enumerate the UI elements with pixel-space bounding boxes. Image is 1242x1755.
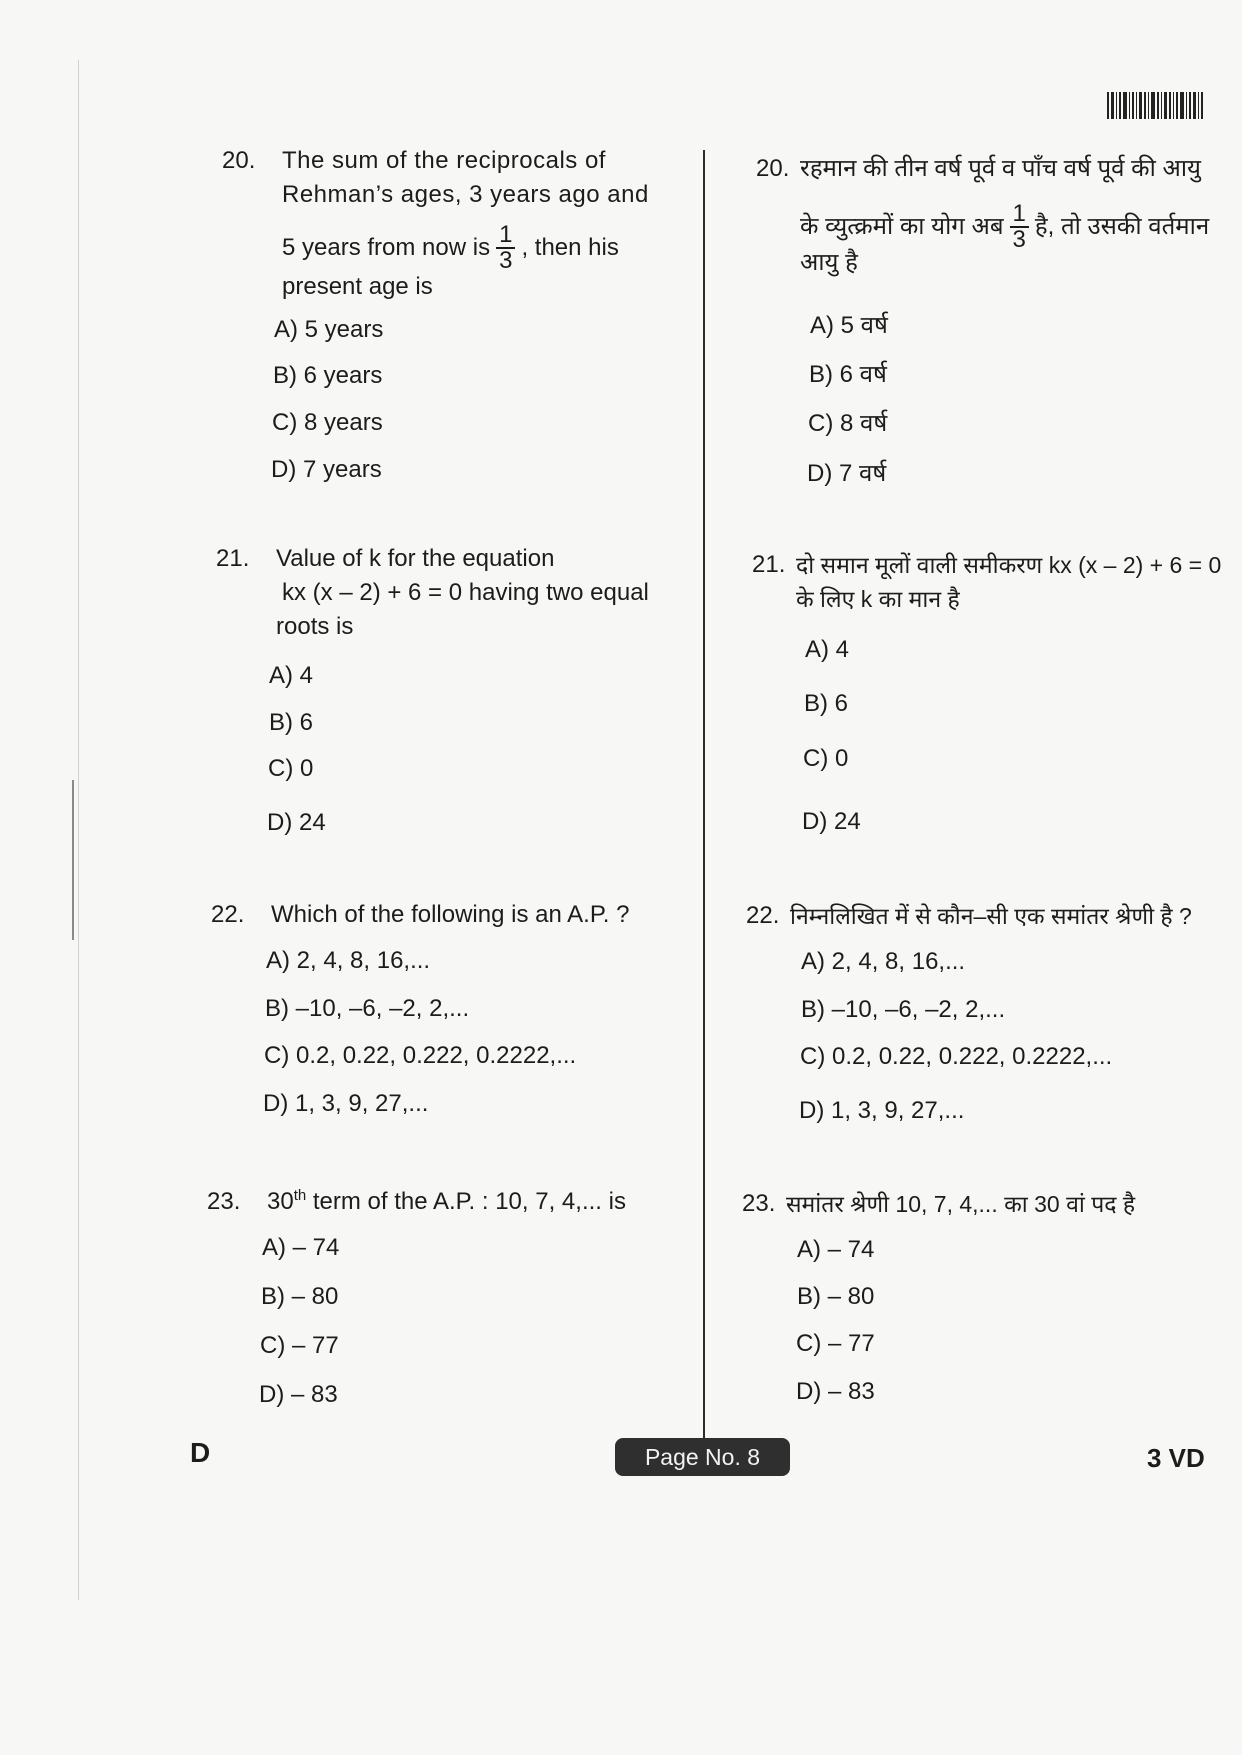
- option-d: D) 24: [267, 809, 326, 836]
- question-line: के लिए k का मान है: [796, 586, 960, 612]
- fraction-numerator: 1: [1010, 202, 1029, 228]
- question-number: 23.: [207, 1188, 241, 1215]
- question-line: आयु है: [800, 249, 858, 276]
- question-text: [282, 144, 649, 212]
- question-number: 23.: [742, 1190, 776, 1217]
- barcode-icon: [1107, 92, 1223, 119]
- option-a: A) – 74: [262, 1234, 340, 1261]
- fraction-numerator: 1: [496, 223, 515, 249]
- option-b: B) 6: [804, 690, 849, 717]
- question-text: [276, 542, 649, 644]
- question-number: 20.: [756, 155, 790, 182]
- question-text: [800, 152, 1201, 186]
- option-d: D) 7 years: [271, 456, 382, 483]
- option-a: A) – 74: [797, 1236, 875, 1263]
- question-text: [800, 246, 858, 280]
- option-c: C) 0.2, 0.22, 0.222, 0.2222,...: [264, 1042, 577, 1069]
- option-b: B) – 80: [261, 1283, 339, 1310]
- question-text: [271, 898, 629, 932]
- option-d: D) 1, 3, 9, 27,...: [799, 1097, 965, 1124]
- option-c: C) 0: [803, 745, 849, 772]
- option-b: B) 6 वर्ष: [809, 361, 887, 388]
- page-number-badge: Page No. 8: [615, 1438, 790, 1476]
- fraction: [1010, 202, 1029, 252]
- option-d: D) 24: [802, 808, 861, 835]
- option-c: C) 0.2, 0.22, 0.222, 0.2222,...: [800, 1043, 1113, 1070]
- question-text: [267, 1185, 626, 1219]
- ordinal-suffix: th: [293, 1187, 307, 1204]
- option-b: B) – 80: [797, 1283, 875, 1310]
- option-b: B) 6 years: [273, 362, 383, 389]
- fraction-denominator: 3: [1012, 226, 1026, 253]
- ordinal-number: 30: [267, 1188, 294, 1215]
- booklet-series: D: [190, 1437, 211, 1468]
- option-d: D) – 83: [796, 1378, 875, 1405]
- question-line: Rehman’s ages, 3 years ago and: [282, 181, 649, 208]
- option-a: A) 2, 4, 8, 16,...: [266, 947, 431, 974]
- question-number: 21.: [216, 545, 250, 572]
- fraction: [496, 223, 515, 273]
- fraction-denominator: 3: [499, 247, 513, 274]
- option-a: A) 5 years: [274, 316, 384, 343]
- question-text: [800, 202, 1209, 252]
- question-number: 21.: [752, 551, 786, 578]
- question-line: दो समान मूलों वाली समीकरण kx (x – 2) + 6 = 0: [796, 552, 1222, 578]
- option-b: B) –10, –6, –2, 2,...: [265, 995, 470, 1022]
- question-line: के व्युत्क्रमों का योग अब: [800, 213, 1004, 240]
- question-line: present age is: [282, 273, 433, 300]
- question-line: roots is: [276, 613, 354, 640]
- question-number: 20.: [222, 147, 256, 174]
- option-b: B) –10, –6, –2, 2,...: [801, 996, 1006, 1023]
- option-a: A) 4: [269, 662, 314, 689]
- option-d: D) – 83: [259, 1381, 338, 1408]
- question-line-rest: term of the A.P. : 10, 7, 4,... is: [306, 1188, 626, 1215]
- option-d: D) 1, 3, 9, 27,...: [263, 1090, 429, 1117]
- question-line: है, तो उसकी वर्तमान: [1034, 213, 1210, 240]
- question-text: [790, 899, 1192, 933]
- option-c: C) – 77: [796, 1330, 875, 1357]
- option-a: A) 5 वर्ष: [810, 312, 888, 339]
- question-text: [786, 1187, 1135, 1221]
- question-line: kx (x – 2) + 6 = 0 having two equal: [282, 579, 649, 606]
- option-a: A) 2, 4, 8, 16,...: [801, 948, 966, 975]
- question-line: समांतर श्रेणी 10, 7, 4,... का 30 वां पद है: [786, 1191, 1136, 1217]
- question-line: The sum of the reciprocals of: [282, 147, 606, 174]
- question-text: [796, 548, 1221, 616]
- option-c: C) 8 वर्ष: [808, 410, 888, 437]
- option-c: C) 0: [268, 755, 314, 782]
- question-number: 22.: [746, 902, 780, 929]
- option-c: C) – 77: [260, 1332, 339, 1359]
- question-line: निम्नलिखित में से कौन–सी एक समांतर श्रेणी है ?: [790, 903, 1192, 929]
- question-line: Which of the following is an A.P. ?: [271, 901, 630, 928]
- question-line: 5 years from now is: [282, 234, 491, 261]
- column-divider: [703, 150, 705, 1440]
- option-a: A) 4: [805, 636, 850, 663]
- question-text: [282, 270, 433, 304]
- question-line: , then his: [521, 234, 619, 261]
- question-line: [267, 1185, 626, 1219]
- binder-mark: [72, 780, 74, 940]
- paper-code: 3 VD: [1147, 1443, 1205, 1473]
- question-number: 22.: [211, 901, 245, 928]
- question-text: [282, 223, 619, 273]
- option-b: B) 6: [269, 709, 314, 736]
- binder-margin-line: [78, 60, 79, 1600]
- option-c: C) 8 years: [272, 409, 383, 436]
- question-line: रहमान की तीन वर्ष पूर्व व पाँच वर्ष पूर्व की आयु: [800, 155, 1201, 182]
- option-d: D) 7 वर्ष: [807, 460, 887, 487]
- question-line: Value of k for the equation: [276, 545, 555, 572]
